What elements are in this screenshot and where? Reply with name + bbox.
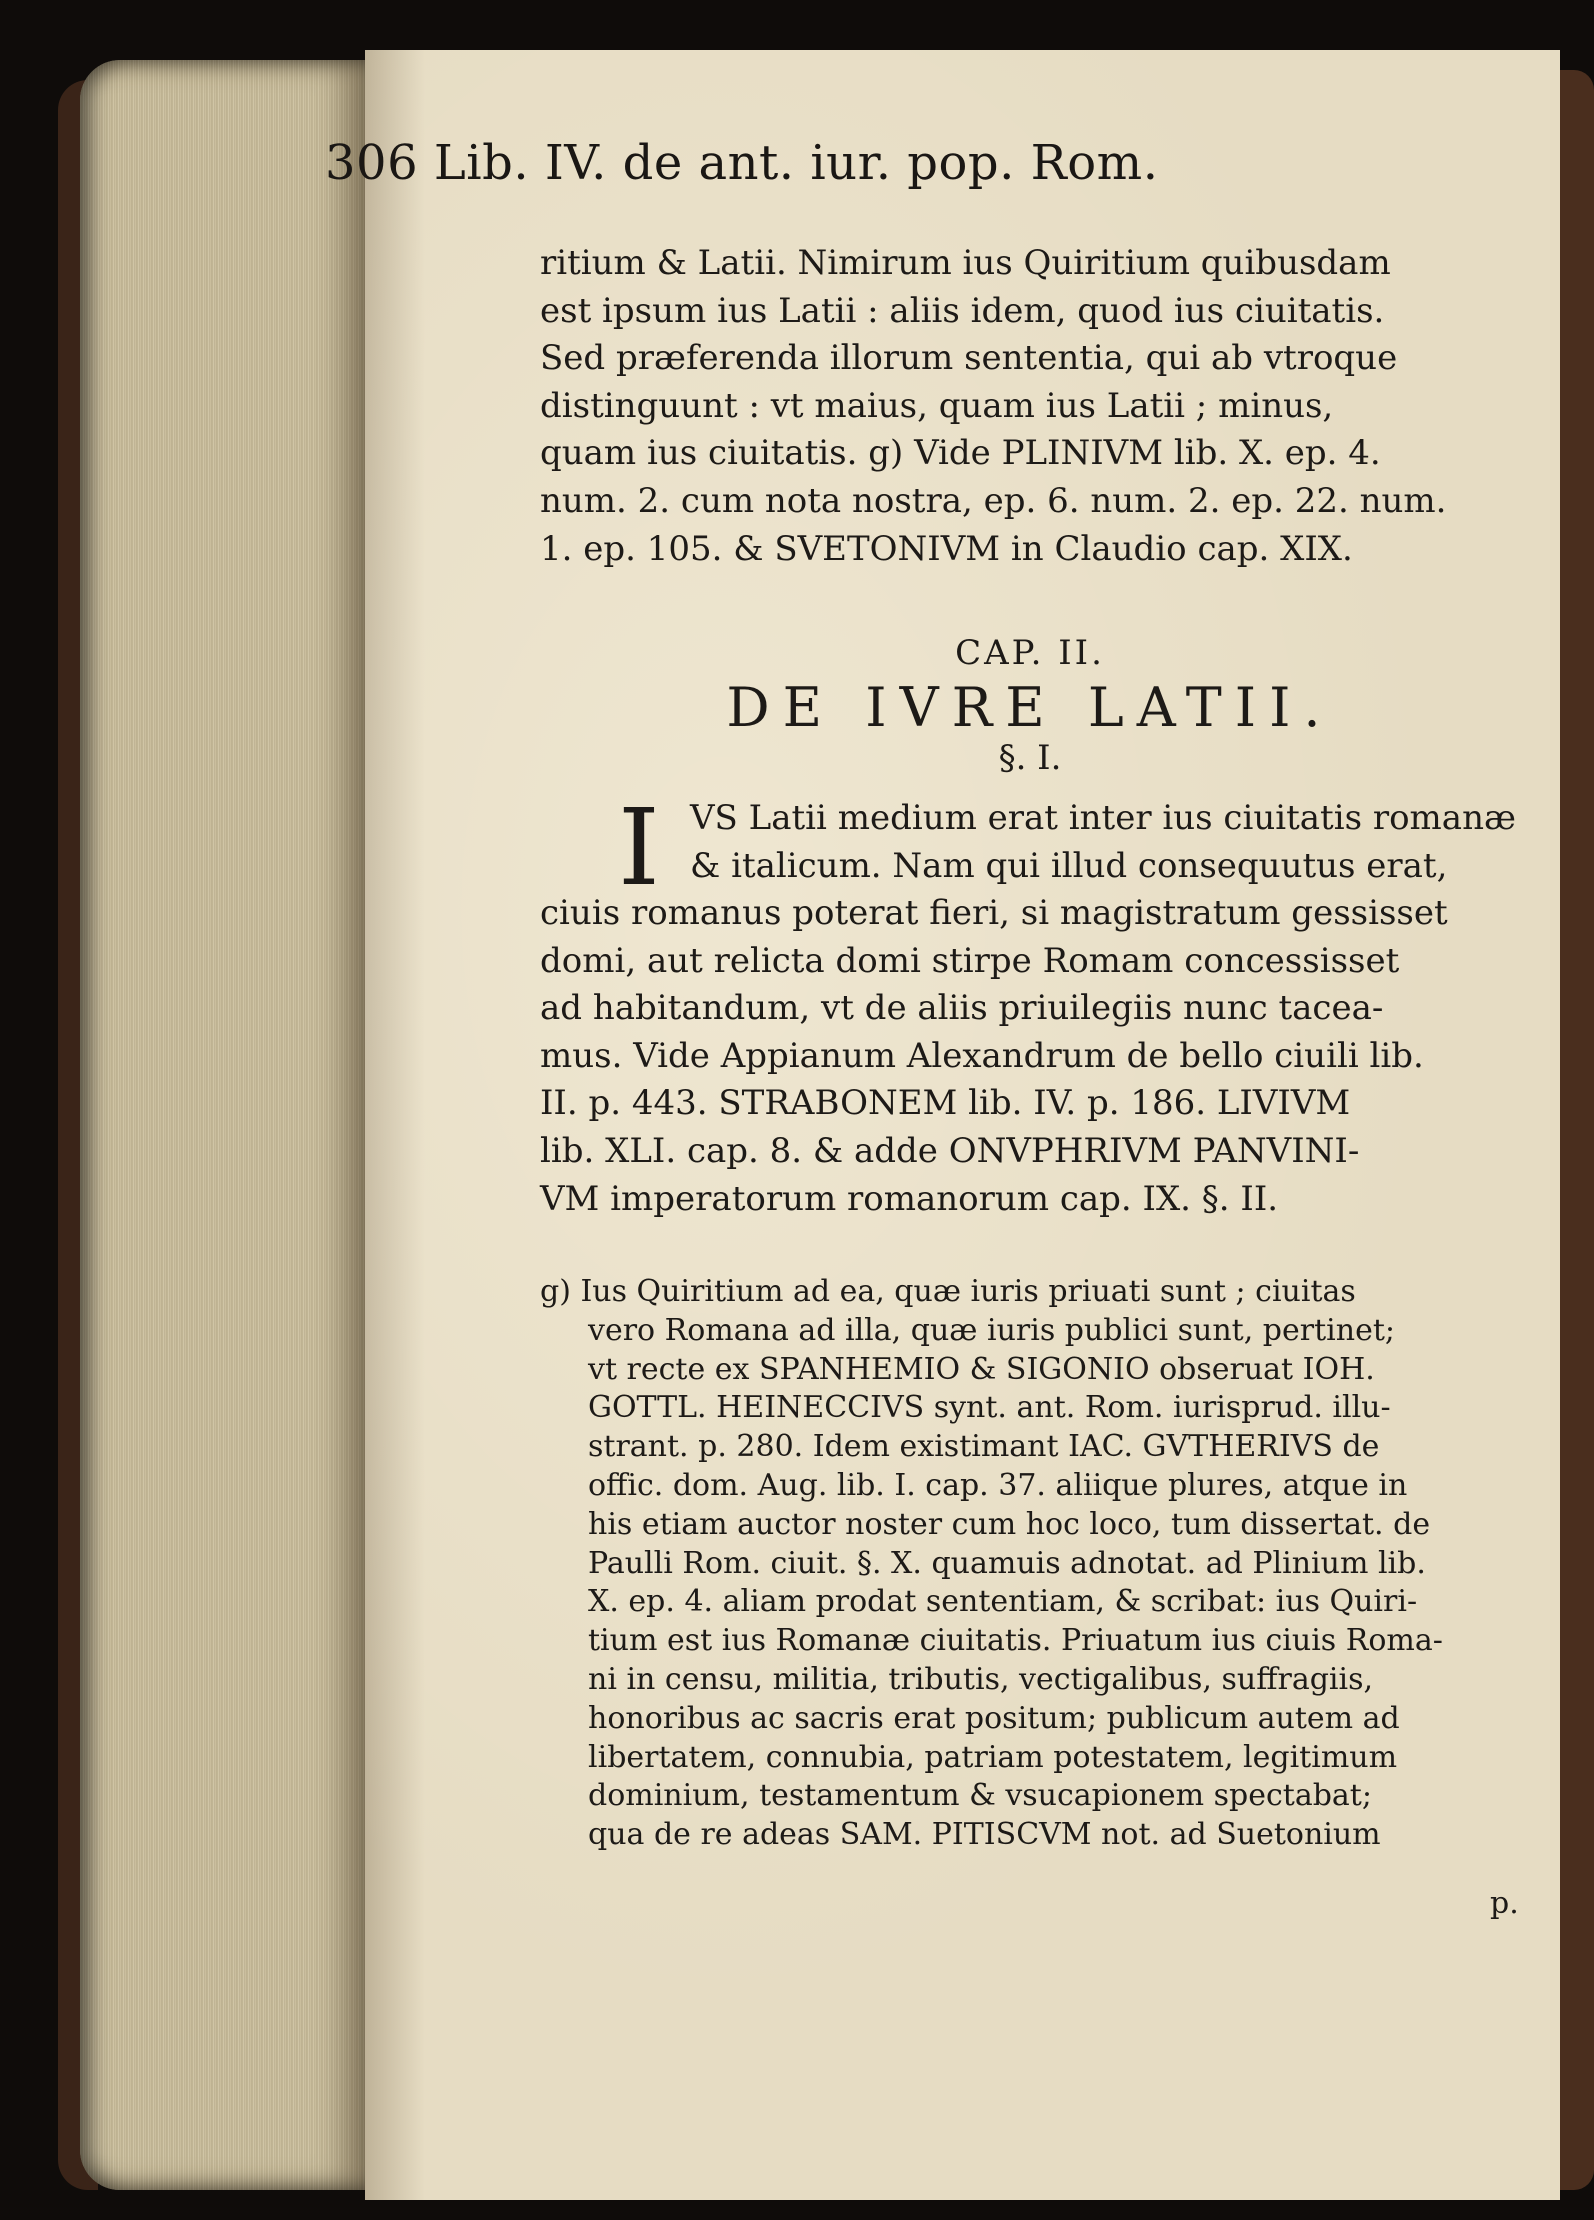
text-line: domi, aut relicta domi stirpe Romam concessisset (540, 940, 1400, 981)
text-line: ad habitandum, vt de aliis priuilegiis nunc tacea- (540, 988, 1384, 1029)
footnote-line: g) Ius Quiritium ad ea, quæ iuris priuati sunt ; ciuitas (540, 1274, 1356, 1309)
text-line: II. p. 443. STRABONEM lib. IV. p. 186. LIVIVM (540, 1083, 1351, 1124)
text-line: ritium & Latii. Nimirum ius Quiritium quibusdam (540, 243, 1391, 283)
text-line: quam ius ciuitatis. g) Vide PLINIVM lib. X. ep. 4. (540, 433, 1381, 474)
footnote-line: offic. dom. Aug. lib. I. cap. 37. aliique plures, atque in (588, 1467, 1408, 1503)
text-line: mus. Vide Appianum Alexandrum de bello ciuili lib. (540, 1035, 1424, 1076)
footnote-line: vt recte ex SPANHEMIO & SIGONIO obseruat IOH. (588, 1351, 1375, 1387)
footnote-line: tium est ius Romanæ ciuitatis. Priuatum ius ciuis Roma- (588, 1623, 1443, 1659)
chapter-title: DE IVRE LATII. (726, 676, 1334, 739)
chapter-text-block-indented (690, 795, 1520, 890)
chapter-number: CAP. II. (955, 633, 1105, 673)
main-text-block (540, 240, 1520, 573)
page-block-edges (80, 60, 365, 2190)
footnote-line: strant. p. 280. Idem existimant IAC. GVTHERIVS de (588, 1429, 1380, 1465)
section-mark: §. I. (998, 738, 1062, 778)
chapter-text-block (540, 890, 1520, 1223)
catchword: p. (1490, 1886, 1519, 1921)
text-line: num. 2. cum nota nostra, ep. 6. num. 2. ep. 22. num. (540, 480, 1447, 521)
text-line: VM imperatorum romanorum cap. IX. §. II. (540, 1178, 1279, 1219)
footnote-line: Paulli Rom. ciuit. §. X. quamuis adnotat. ad Plinium lib. (588, 1545, 1426, 1581)
footnote-line: qua de re adeas SAM. PITISCVM not. ad Suetonium (588, 1817, 1381, 1853)
text-line: 1. ep. 105. & SVETONIVM in Claudio cap. XIX. (540, 528, 1353, 569)
footnote-line: X. ep. 4. aliam prodat sententiam, & scribat: ius Quiri- (588, 1584, 1418, 1620)
footnote-line: his etiam auctor noster cum hoc loco, tum dissertat. de (588, 1506, 1431, 1542)
footnote-line: dominium, testamentum & vsucapionem spectabat; (588, 1778, 1372, 1814)
footnote-line: libertatem, connubia, patriam potestatem, legitimum (588, 1739, 1398, 1775)
text-line: est ipsum ius Latii : aliis idem, quod ius ciuitatis. (540, 290, 1385, 331)
footnote-line: vero Romana ad illa, quæ iuris publici sunt, pertinet; (588, 1312, 1395, 1348)
footnote-line: GOTTL. HEINECCIVS synt. ant. Rom. iurisprud. illu- (588, 1390, 1391, 1426)
footnote-line: ni in censu, militia, tributis, vectigalibus, suffragiis, (588, 1661, 1374, 1697)
text-line: & italicum. Nam qui illud consequutus erat, (690, 845, 1448, 886)
text-line: ciuis romanus poterat fieri, si magistratum gessisset (540, 893, 1448, 933)
text-line: Sed præferenda illorum sententia, qui ab vtroque (540, 338, 1398, 379)
text-line: VS Latii medium erat inter ius ciuitatis romanæ (690, 798, 1516, 838)
footnote-block (540, 1273, 1520, 1855)
text-line: distinguunt : vt maius, quam ius Latii ; minus, (540, 385, 1334, 426)
drop-cap: I (618, 786, 660, 909)
facing-cover-edge (1560, 70, 1594, 2190)
running-header: 306 Lib. IV. de ant. iur. pop. Rom. (325, 135, 1159, 191)
text-line: lib. XLI. cap. 8. & adde ONVPHRIVM PANVINI- (540, 1130, 1360, 1171)
footnote-line: honoribus ac sacris erat positum; publicum autem ad (588, 1700, 1400, 1736)
